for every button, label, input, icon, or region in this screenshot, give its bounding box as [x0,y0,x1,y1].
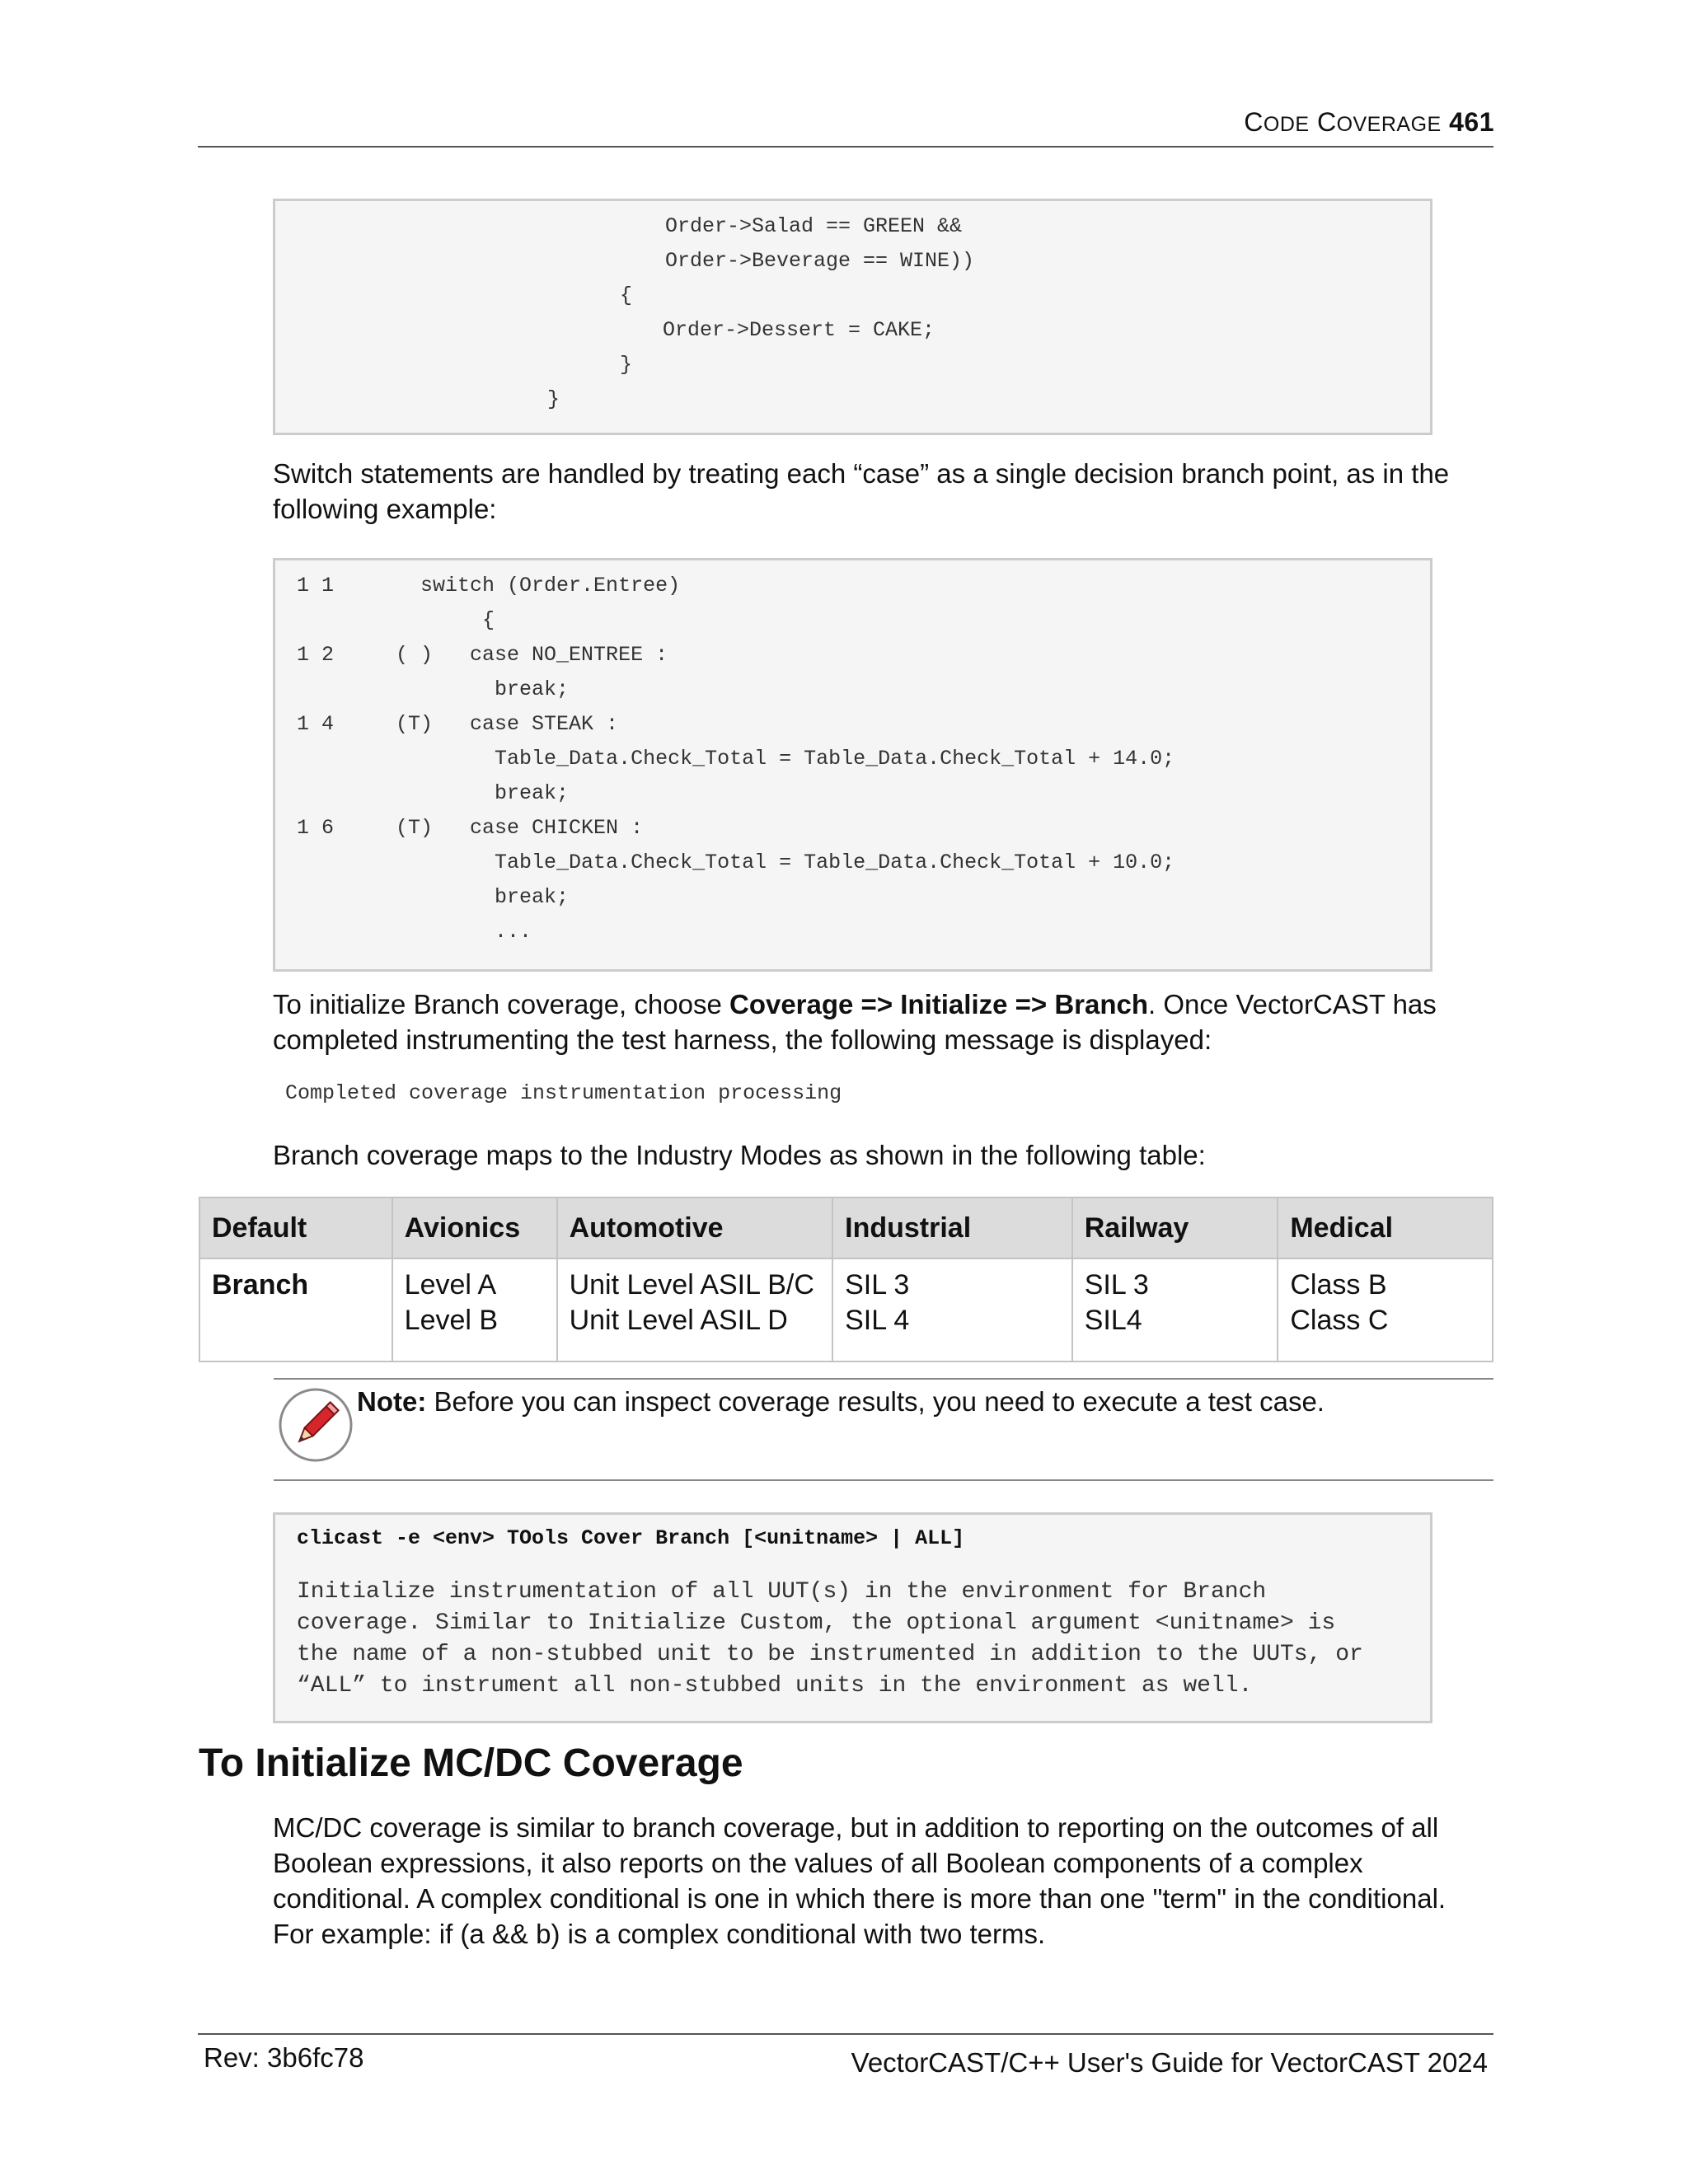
table-header-row [199,1197,1493,1258]
header-divider [198,146,1493,148]
paragraph-initialize-branch [273,987,1460,1057]
header-title-rest-1: ODE [1263,113,1310,136]
note-text [357,1384,1325,1419]
code-line: 1 1 switch (Order.Entree) [297,574,681,598]
code-line: 1 6 (T) case CHICKEN : [297,816,644,840]
table-cell-default [199,1258,392,1361]
code-block-clicast-command [273,1512,1432,1723]
table-header-cell: Railway [1072,1197,1278,1258]
note-body: Before you can inspect coverage results, you need to execute a test case. [426,1386,1325,1417]
command-description-line: Initialize instrumentation of all UUT(s) in the environment for Branch [297,1579,1267,1605]
code-line: break; [297,677,570,701]
paragraph-switch-statements: Switch statements are handled by treating each “case” as a single decision branch point, as in the following example: [273,458,1450,524]
cell-text: SIL 3 [845,1269,910,1301]
code-block-order-condition [273,199,1432,435]
code-line: } [547,387,560,411]
cell-text: Unit Level ASIL B/C [569,1269,814,1301]
section-heading: To Initialize MC/DC Coverage [199,1741,743,1785]
code-line: break; [297,885,570,909]
note-label: Note: [357,1386,427,1417]
cell-text: SIL 3 [1084,1269,1149,1301]
code-line: } [620,353,633,377]
table-row [199,1258,1493,1361]
table-header-cell: Medical [1278,1197,1493,1258]
header-title-initial-1: C [1244,107,1264,137]
cell-text: SIL4 [1084,1305,1142,1336]
cell-text: Level A [404,1269,497,1301]
completion-message: Completed coverage instrumentation processing [285,1081,842,1105]
note-bottom-divider [274,1479,1493,1481]
paragraph-initialize-prefix: To initialize Branch coverage, choose [273,989,729,1019]
page-number: 461 [1449,107,1494,137]
table-header-cell: Default [199,1197,392,1258]
footer-divider [198,2033,1493,2035]
paragraph-table-intro: Branch coverage maps to the Industry Modes as shown in the following table: [273,1140,1206,1170]
cell-text: Class C [1290,1305,1389,1336]
code-line: Order->Beverage == WINE)) [665,249,975,273]
code-line: { [620,284,633,307]
cell-text: SIL 4 [845,1305,910,1336]
code-line: Table_Data.Check_Total = Table_Data.Check_Total + 14.0; [297,747,1175,771]
command-description-line: coverage. Similar to Initialize Custom, the optional argument <unitname> is [297,1610,1336,1636]
note-top-divider [274,1378,1493,1380]
cell-text: Branch [212,1269,309,1301]
table-header-cell: Automotive [557,1197,833,1258]
pencil-icon [278,1387,354,1463]
table-header-cell: Avionics [392,1197,557,1258]
cell-text: Class B [1290,1269,1387,1301]
header-title-initial-2: C [1316,107,1337,137]
running-header [1244,107,1494,138]
industry-modes-table [199,1197,1493,1362]
footer-revision: Rev: 3b6fc78 [204,2042,364,2073]
code-line: ... [297,920,532,944]
table-header-cell: Industrial [832,1197,1072,1258]
code-block-switch-example [273,558,1432,972]
table-cell-railway [1072,1258,1278,1361]
menu-path-coverage-initialize-branch: Coverage => Initialize => Branch [729,989,1149,1019]
code-line: Table_Data.Check_Total = Table_Data.Check_Total + 10.0; [297,851,1175,874]
header-title-rest-2: OVERAGE [1336,113,1442,136]
paragraph-initialize-suffix: . Once VectorCAST has completed instrumenting the test harness, the following message is displayed: [273,989,1437,1055]
command-description-line: the name of a non-stubbed unit to be instrumented in addition to the UUTs, or [297,1642,1363,1667]
code-line: Order->Salad == GREEN && [665,214,963,238]
cell-text: Unit Level ASIL D [569,1305,788,1336]
code-line: { [297,608,495,632]
command-description-line: “ALL” to instrument all non-stubbed units in the environment as well. [297,1673,1253,1699]
cell-text: Level B [404,1305,499,1336]
table-cell-medical [1278,1258,1493,1361]
code-line: break; [297,781,570,805]
code-line: Order->Dessert = CAKE; [663,318,935,342]
code-line: 1 4 (T) case STEAK : [297,712,619,736]
table-cell-automotive [557,1258,833,1361]
table-cell-avionics [392,1258,557,1361]
clicast-command: clicast -e <env> TOols Cover Branch [<unitname> | ALL] [297,1526,965,1550]
footer-guide-title: VectorCAST/C++ User's Guide for VectorCAST 2024 [851,2047,1488,2078]
paragraph-mcdc: MC/DC coverage is similar to branch coverage, but in addition to reporting on the outcomes of all Boolean expressions, it also reports on the values of all Boolean components of a complex conditional. A complex conditional is one in which there is more than one "term" in the conditional. For example: if (a && b) is a complex conditional with two terms. [273,1812,1447,1949]
code-line: 1 2 ( ) case NO_ENTREE : [297,643,668,667]
table-cell-industrial [832,1258,1072,1361]
